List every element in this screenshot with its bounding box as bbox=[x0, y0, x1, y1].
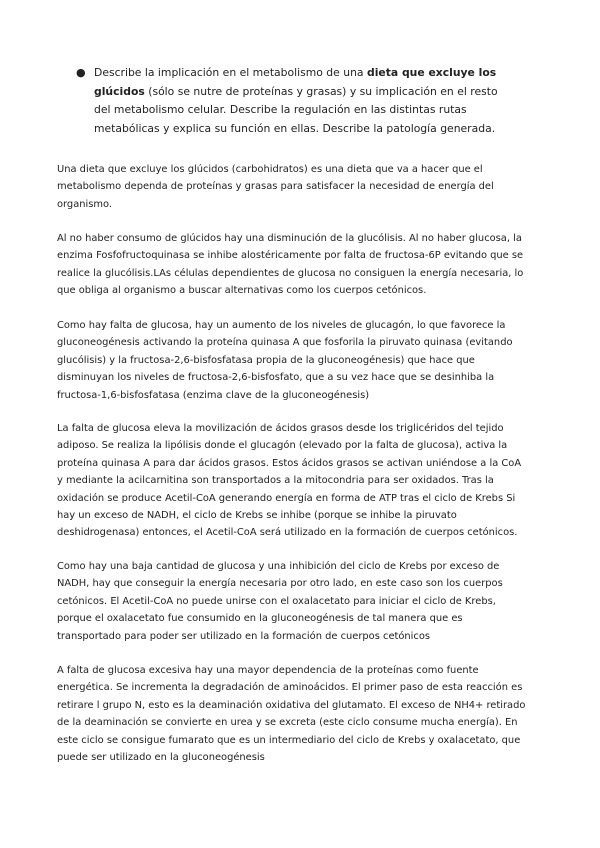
bullet-marker: ● bbox=[76, 66, 86, 79]
question-bullet bbox=[76, 64, 516, 138]
paragraph-intro: Una dieta que excluye los glúcidos (carbohidratos) es una dieta que va a hacer que el metabolismo dependa de proteínas y grasas para satisfacer la necesidad de energía del organismo. bbox=[57, 164, 494, 210]
question-text-part1: Describe la implicación en el metabolismo de una bbox=[94, 66, 367, 79]
question-text-part2: (sólo se nutre de proteínas y grasas) y su implicación en el resto del metabolismo celular. Describe la regulación en las distintas rutas metabólicas y explica su función en ellas. Describe la patología generada. bbox=[94, 84, 498, 135]
paragraph-proteins: A falta de glucosa excesiva hay una mayor dependencia de la proteínas como fuente energética. Se incrementa la degradación de aminoácidos. El primer paso de esta reacción es retirare l grupo N, esto es la deaminación oxidativa del glutamato. El exceso de NH4+ retirado de la deaminación se convierte en urea y se excreta (este ciclo consume mucha energía). En este ciclo se consigue fumarato que es un intermediario del ciclo de Krebs y oxalacetato, que puede ser utilizado en la gluconeogénesis bbox=[57, 665, 526, 764]
question-text-bold: dieta que excluye los glúcidos bbox=[94, 66, 497, 98]
paragraph-glucagon: Como hay falta de glucosa, hay un aumento de los niveles de glucagón, lo que favorece la gluconeogénesis activando la proteína quinasa A que fosforila la piruvato quinasa (evitando glucólisis) y la fructosa-2,6-bisfosfatasa propia de la gluconeogénesis) que hace que disminuyan los niveles de fructosa-2,6-bisfosfato, que a su vez hace que se desinhiba la fructosa-1,6-bisfosfatasa (enzima clave de la gluconeogénesis) bbox=[57, 320, 513, 401]
question-text bbox=[94, 64, 516, 138]
paragraph-ketone-bodies: Como hay una baja cantidad de glucosa y una inhibición del ciclo de Krebs por exceso de NADH, hay que conseguir la energía necesaria por otro lado, en este caso son los cuerpos cetónicos. El Acetil-CoA no puede unirse con el oxalacetato para iniciar el ciclo de Krebs, porque el oxalacetato fue consumido en la gluconeogénesis de tal manera que es transportado para poder ser utilizado en la formación de cuerpos cetónicos bbox=[57, 561, 503, 642]
paragraph-glycolysis: Al no haber consumo de glúcidos hay una disminución de la glucólisis. Al no haber glucosa, la enzima Fosfofructoquinasa se inhibe alostéricamente por falta de fructosa-6P evitando que se realice la glucólisis.LAs células dependientes de glucosa no consiguen la energía necesaria, lo que obliga al organismo a buscar alternativas como los cuerpos cetónicos. bbox=[57, 233, 524, 297]
paragraph-fatty-acids: La falta de glucosa eleva la movilización de ácidos grasos desde los triglicéridos del tejido adiposo. Se realiza la lipólisis donde el glucagón (elevado por la falta de glucosa), activa la proteína quinasa A para dar ácidos grasos. Estos ácidos grasos se activan uniéndose a la CoA y mediante la acilcarnitina son transportados a la mitocondria para ser oxidados. Tras la oxidación se produce Acetil-CoA generando energía en forma de ATP tras el ciclo de Krebs Si hay un exceso de NADH, el ciclo de Krebs se inhibe (porque se inhibe la piruvato deshidrogenasa) entonces, el Acetil-CoA será utilizado en la formación de cuerpos cetónicos. bbox=[57, 423, 522, 539]
